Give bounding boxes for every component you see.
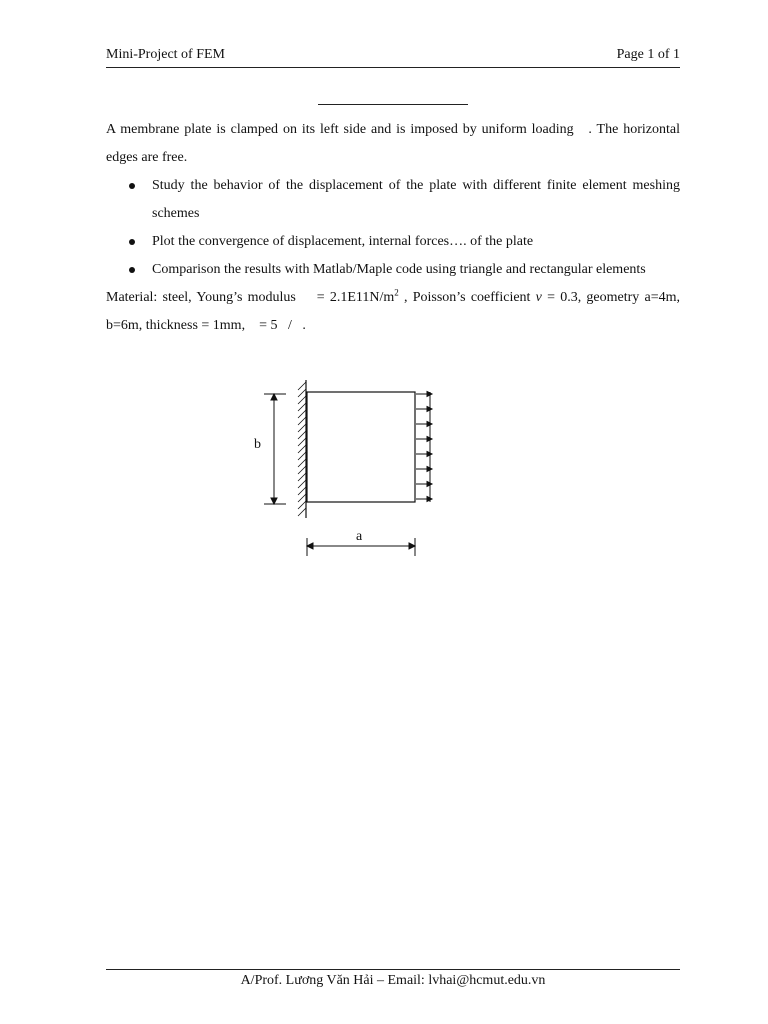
bullet-icon bbox=[129, 183, 135, 189]
membrane-plate bbox=[307, 392, 415, 502]
bullet-icon bbox=[129, 267, 135, 273]
list-item: Study the behavior of the displacement of the plate with different finite element meshing schemes bbox=[106, 172, 680, 228]
nu-symbol: ν bbox=[535, 290, 542, 305]
label-a: a bbox=[356, 529, 363, 544]
label-b: b bbox=[254, 437, 261, 452]
header-title: Mini-Project of FEM bbox=[106, 47, 225, 62]
material-paragraph: Material: steel, Young’s modulus = $2.1E11N/m^2$ , Poisson’s coefficient ν = 0.3, geometry a=4m, b=6m, thickness = 1mm, = 5 / . bbox=[106, 287, 681, 333]
page-number: Page 1 of 1 bbox=[616, 47, 680, 62]
page-header bbox=[106, 45, 680, 68]
intro-text: A membrane plate is clamped on its left side and is imposed by uniform loading bbox=[106, 122, 574, 137]
list-item: Plot the convergence of displacement, internal forces…. of the plate bbox=[106, 228, 680, 256]
dimension-b bbox=[264, 394, 286, 504]
intro-paragraph bbox=[106, 116, 680, 172]
title-underline bbox=[318, 104, 468, 105]
page-footer bbox=[106, 969, 680, 989]
author-email: A/Prof. Lương Văn Hải – Email: lvhai@hcmut.edu.vn bbox=[240, 973, 546, 988]
wall-hatching bbox=[298, 382, 306, 516]
document-body bbox=[106, 116, 680, 340]
list-item: Comparison the results with Matlab/Maple code using triangle and rectangular elements bbox=[106, 256, 680, 284]
task-list bbox=[106, 172, 680, 284]
bullet-icon bbox=[129, 239, 135, 245]
intro-text-end: . The horizontal edges are free. bbox=[106, 122, 680, 165]
plate-diagram bbox=[240, 372, 470, 572]
